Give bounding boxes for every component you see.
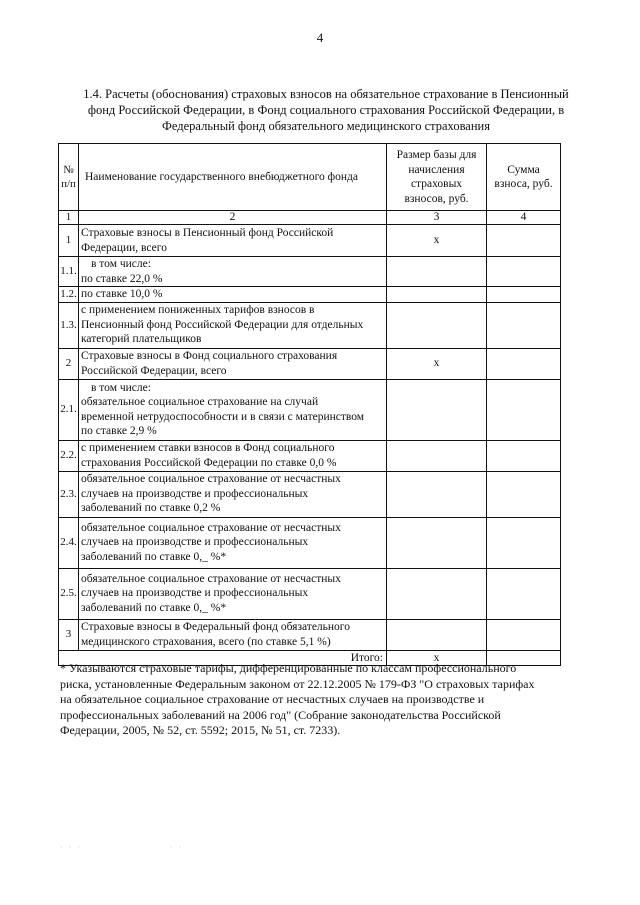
row-fund-name: в том числе: по ставке 22,0 % — [79, 257, 387, 287]
row-sum-value — [487, 348, 561, 379]
column-number: 3 — [387, 211, 487, 225]
column-numbers-row — [59, 211, 561, 225]
table-row — [59, 568, 561, 619]
row-base-value — [387, 302, 487, 348]
row-number: 2 — [59, 348, 79, 379]
row-base-value: x — [387, 225, 487, 257]
row-number: 2.2. — [59, 440, 79, 471]
column-number: 2 — [79, 211, 387, 225]
total-base-value: x — [387, 650, 487, 666]
row-base-value — [387, 379, 487, 440]
row-base-value — [387, 287, 487, 303]
row-base-value — [387, 471, 487, 517]
contributions-table — [58, 143, 561, 666]
row-number: 1 — [59, 225, 79, 257]
row-number: 3 — [59, 619, 79, 650]
scan-specks: · · · · · — [60, 843, 184, 852]
row-number: 2.5. — [59, 568, 79, 619]
row-base-value — [387, 257, 487, 287]
footnote-line: риска, установленные Федеральным законом от 22.12.2005 № 179-ФЗ "О страховых тарифах — [60, 676, 535, 691]
footnote-line: * Указываются страховые тарифы, дифференцированные по классам профессионального — [60, 661, 517, 675]
row-fund-name: обязательное социальное страхование от несчастных случаев на производстве и профессиональных заболеваний по ставке 0,2 % — [79, 471, 387, 517]
heading-line: Федеральный фонд обязательного медицинского страхования — [162, 119, 490, 133]
header-base-size: Размер базы для начисления страховых взносов, руб. — [387, 144, 487, 211]
table-row — [59, 348, 561, 379]
footnote-line: профессиональных заболеваний на 2006 год" (Собрание законодательства Российской — [60, 707, 501, 722]
row-fund-name: Страховые взносы в Федеральный фонд обязательного медицинского страхования, всего (по ставке 5,1 %) — [79, 619, 387, 650]
table-row — [59, 471, 561, 517]
column-number: 4 — [487, 211, 561, 225]
row-fund-name: с применением ставки взносов в Фонд социального страхования Российской Федерации по ставке 0,0 % — [79, 440, 387, 471]
table-row — [59, 225, 561, 257]
header-contribution-sum: Сумма взноса, руб. — [487, 144, 561, 211]
table-row — [59, 619, 561, 650]
table-row — [59, 517, 561, 568]
row-fund-name: Страховые взносы в Фонд социального страхования Российской Федерации, всего — [79, 348, 387, 379]
column-number: 1 — [59, 211, 79, 225]
row-fund-name: в том числе: обязательное социальное страхование на случай временной нетрудоспособности и в связи с материнством по ставке 2,9 % — [79, 379, 387, 440]
row-sum-value — [487, 379, 561, 440]
table-header-row — [59, 144, 561, 211]
table-row — [59, 257, 561, 287]
row-number: 1.3. — [59, 302, 79, 348]
page-number: 4 — [316, 30, 324, 45]
row-sum-value — [487, 471, 561, 517]
heading-line: 1.4. Расчеты (обоснования) страховых взносов на обязательное страхование в Пенсионный — [83, 87, 569, 101]
section-heading — [62, 86, 590, 134]
row-number: 1.2. — [60, 288, 77, 300]
footnote — [60, 661, 580, 739]
row-fund-name: обязательное социальное страхование от несчастных случаев на производстве и профессиональных заболеваний по ставке 0,_ %* — [79, 517, 387, 568]
row-base-value — [387, 568, 487, 619]
row-sum-value — [487, 517, 561, 568]
row-fund-name: обязательное социальное страхование от несчастных случаев на производстве и профессиональных заболеваний по ставке 0,_ %* — [79, 568, 387, 619]
row-base-value — [387, 619, 487, 650]
row-sum-value — [487, 257, 561, 287]
table-row — [59, 379, 561, 440]
row-sum-value — [487, 568, 561, 619]
row-number: 2.1. — [59, 379, 79, 440]
row-base-value — [387, 440, 487, 471]
row-number: 1.1. — [59, 257, 79, 287]
table-row — [59, 302, 561, 348]
row-sum-value — [487, 225, 561, 257]
row-fund-name: с применением пониженных тарифов взносов в Пенсионный фонд Российской Федерации для отдельных категорий плательщиков — [79, 302, 387, 348]
row-number: 2.4. — [59, 517, 79, 568]
total-label: Итого: — [59, 650, 387, 666]
row-sum-value — [487, 619, 561, 650]
row-fund-name: по ставке 10,0 % — [79, 287, 387, 303]
row-fund-name: Страховые взносы в Пенсионный фонд Российской Федерации, всего — [79, 225, 387, 257]
table-row — [59, 287, 561, 303]
header-number: № п/п — [59, 144, 79, 211]
footnote-line: на обязательное социальное страхование от несчастных случаев на производстве и — [60, 692, 485, 706]
row-number: 2.3. — [59, 471, 79, 517]
table-row — [59, 440, 561, 471]
row-sum-value — [487, 287, 561, 303]
row-sum-value — [487, 440, 561, 471]
row-base-value — [387, 517, 487, 568]
row-sum-value — [487, 302, 561, 348]
footnote-line: Федерации, 2005, № 52, ст. 5592; 2015, № 51, ст. 7233). — [60, 723, 341, 737]
row-base-value: x — [387, 348, 487, 379]
header-fund-name: Наименование государственного внебюджетного фонда — [79, 144, 387, 211]
heading-line: фонд Российской Федерации, в Фонд социального страхования Российской Федерации, в — [87, 103, 565, 117]
